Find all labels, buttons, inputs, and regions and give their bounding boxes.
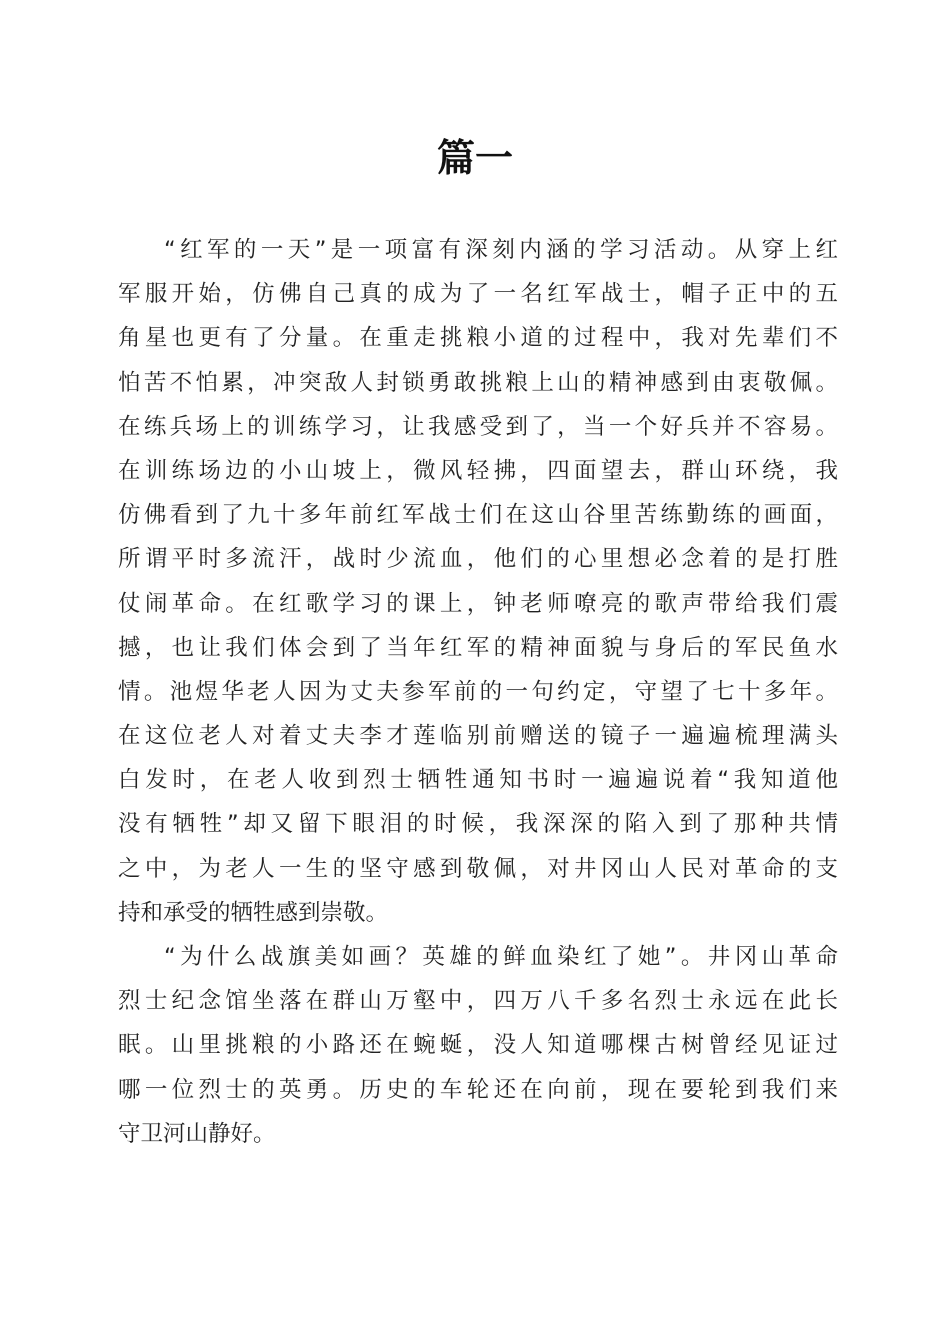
text-line: 持和承受的牺牲感到崇敬。 <box>118 899 389 926</box>
text-line: 眠。山里挑粮的小路还在蜿蜒，没人知道哪棵古树曾经见证过 <box>118 1032 838 1059</box>
document-body <box>118 228 838 1156</box>
text-line: 所谓平时多流汗，战时少流血，他们的心里想必念着的是打胜 <box>118 546 838 573</box>
text-line: 守卫河山静好。 <box>118 1120 276 1147</box>
text-line: 烈士纪念馆坐落在群山万壑中，四万八千多名烈士永远在此长 <box>118 988 838 1015</box>
text-line: 撼，也让我们体会到了当年红军的精神面貌与身后的军民鱼水 <box>118 634 838 661</box>
text-line: 哪一位烈士的英勇。历史的车轮还在向前，现在要轮到我们来 <box>118 1076 838 1103</box>
text-line: 没有牺牲”却又留下眼泪的时候，我深深的陷入到了那种共情 <box>118 811 838 838</box>
text-line: 在训练场边的小山坡上，微风轻拂，四面望去，群山环绕，我 <box>118 457 838 484</box>
text-line: 之中，为老人一生的坚守感到敬佩，对井冈山人民对革命的支 <box>118 855 838 882</box>
text-line: 情。池煜华老人因为丈夫参军前的一句约定，守望了七十多年。 <box>118 678 838 705</box>
text-line: 白发时，在老人收到烈士牺牲通知书时一遍遍说着“我知道他 <box>118 767 838 794</box>
page-title: 篇一 <box>436 135 513 180</box>
text-line: 仗闹革命。在红歌学习的课上，钟老师嘹亮的歌声带给我们震 <box>118 590 838 617</box>
text-line: “红军的一天”是一项富有深刻内涵的学习活动。从穿上红 <box>164 237 838 263</box>
paragraph-2 <box>118 935 838 1156</box>
text-line: 怕苦不怕累，冲突敌人封锁勇敢挑粮上山的精神感到由衷敬佩。 <box>118 369 838 396</box>
text-line: 军服开始，仿佛自己真的成为了一名红军战士，帽子正中的五 <box>118 281 838 308</box>
text-line: 在练兵场上的训练学习，让我感受到了，当一个好兵并不容易。 <box>118 413 838 440</box>
text-line: 仿佛看到了九十多年前红军战士们在这山谷里苦练勤练的画面， <box>118 502 838 529</box>
text-line: 在这位老人对着丈夫李才莲临别前赠送的镜子一遍遍梳理满头 <box>118 723 838 750</box>
text-line: 角星也更有了分量。在重走挑粮小道的过程中，我对先辈们不 <box>118 325 838 352</box>
paragraph-1 <box>118 228 838 935</box>
text-line: “为什么战旗美如画？英雄的鲜血染红了她”。井冈山革命 <box>164 944 838 970</box>
